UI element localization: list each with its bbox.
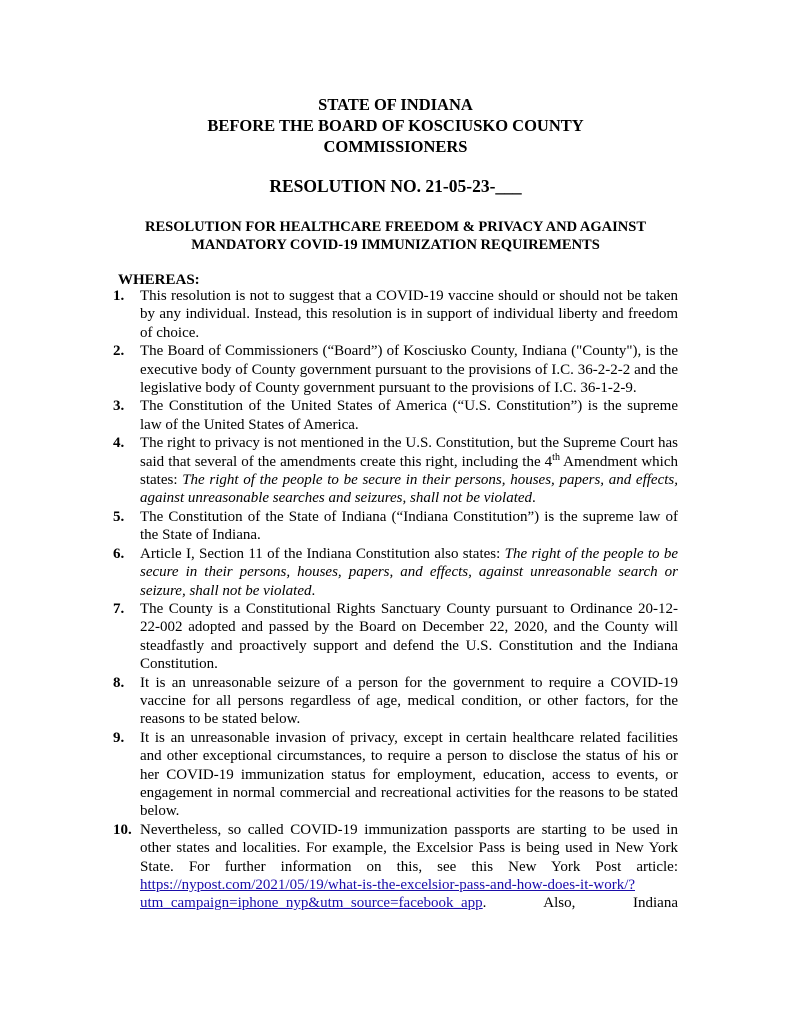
item-number: 10. — [113, 821, 132, 838]
list-item — [113, 508, 678, 545]
resolution-subtitle — [0, 218, 791, 254]
ordinal-superscript: th — [552, 451, 560, 463]
list-item — [113, 600, 678, 674]
header-state: STATE OF INDIANA — [318, 95, 473, 114]
list-item — [113, 545, 678, 600]
item-text: The Constitution of the State of Indiana (“Indiana Constitution”) is the supreme law of the State of Indiana. — [140, 508, 678, 544]
subtitle-line-2: MANDATORY COVID-19 IMMUNIZATION REQUIREMENTS — [191, 237, 600, 253]
item-text: Amendment which states: — [140, 453, 679, 489]
item-text: . — [311, 582, 316, 599]
item-number: 4. — [113, 435, 125, 452]
whereas-list — [113, 287, 678, 913]
item-number: 1. — [113, 288, 125, 304]
item-text: The County is a Constitutional Rights Sanctuary County pursuant to Ordinance 20-12-22-002 adopted and passed by the Board on December 22, 2020, and the County will steadfastly and proactively support and defend the U.S. Constitution and the Indiana Constitution. — [140, 600, 678, 673]
item-number: 5. — [113, 508, 125, 525]
item-text: This resolution is not to suggest that a COVID-19 vaccine should or should not be taken by any individual. Instead, this resolution is in support of individual liberty and freedom of choice. — [140, 288, 678, 341]
item-text: . Also, Indiana — [482, 895, 678, 912]
item-text: The Board of Commissioners (“Board”) of Kosciusko County, Indiana ("County"), is the executive body of County government pursuant to the provisions of I.C. 36-2-2-2 and the legislative body of County government pursuant to the provisions of I.C. 36-1-2-9. — [140, 343, 678, 397]
item-text: The right to privacy is not mentioned in the U.S. Constitution, but the Supreme Court has said that several of the amendments create this right, including the 4 — [140, 435, 678, 470]
document-header — [0, 94, 791, 157]
list-item — [113, 287, 678, 342]
item-text: It is an unreasonable invasion of privacy, except in certain healthcare related facilities and other exceptional circumstances, to require a person to disclose the status of his or her COVID-19 immunization status for employment, education, access to events, or engagement in normal commercial and recreational activities for the reasons to be stated below. — [140, 729, 678, 820]
item-number: 2. — [113, 343, 125, 360]
list-item — [113, 397, 678, 434]
quoted-constitution-text: The right of the people to be secure in their persons, houses, papers, and effects, against unreasonable search or seizure, shall not be violated — [140, 545, 678, 599]
list-item — [113, 729, 678, 821]
list-item — [113, 674, 678, 729]
list-item — [113, 821, 678, 913]
list-item — [113, 434, 678, 508]
item-text: Nevertheless, so called COVID-19 immunization passports are starting to be used in other states and localities. For example, the Excelsior Pass is being used in New York State. For further information on this, see this New York Post article: — [140, 821, 678, 875]
item-text: Article I, Section 11 of the Indiana Constitution also states: — [140, 545, 505, 562]
item-number: 9. — [113, 729, 125, 746]
header-board: BEFORE THE BOARD OF KOSCIUSKO COUNTY — [207, 116, 584, 135]
item-number: 3. — [113, 398, 125, 415]
item-number: 6. — [113, 545, 125, 562]
nypost-article-link[interactable]: https://nypost.com/2021/05/19/what-is-the-excelsior-pass-and-how-does-it-work/?utm_campaign=iphone_nyp&utm_source=facebook_app — [140, 877, 636, 912]
item-text: The Constitution of the United States of America (“U.S. Constitution”) is the supreme law of the United States of America. — [140, 398, 678, 433]
resolution-number: RESOLUTION NO. 21-05-23-___ — [269, 176, 522, 196]
header-commissioners: COMMISSIONERS — [323, 137, 468, 156]
list-item — [113, 342, 678, 397]
item-number: 7. — [113, 600, 125, 617]
subtitle-line-1: RESOLUTION FOR HEALTHCARE FREEDOM & PRIVACY AND AGAINST — [145, 219, 646, 235]
item-number: 8. — [113, 674, 125, 691]
item-text: . — [532, 490, 536, 507]
item-text: It is an unreasonable seizure of a person for the government to require a COVID-19 vaccine for all persons regardless of age, medical condition, or other factors, for the reasons to be stated below. — [140, 674, 678, 728]
quoted-amendment-text: The right of the people to be secure in their persons, houses, papers, and effects, against unreasonable searches and seizures, shall not be violated — [140, 472, 678, 507]
whereas-label: WHEREAS: — [118, 272, 200, 288]
